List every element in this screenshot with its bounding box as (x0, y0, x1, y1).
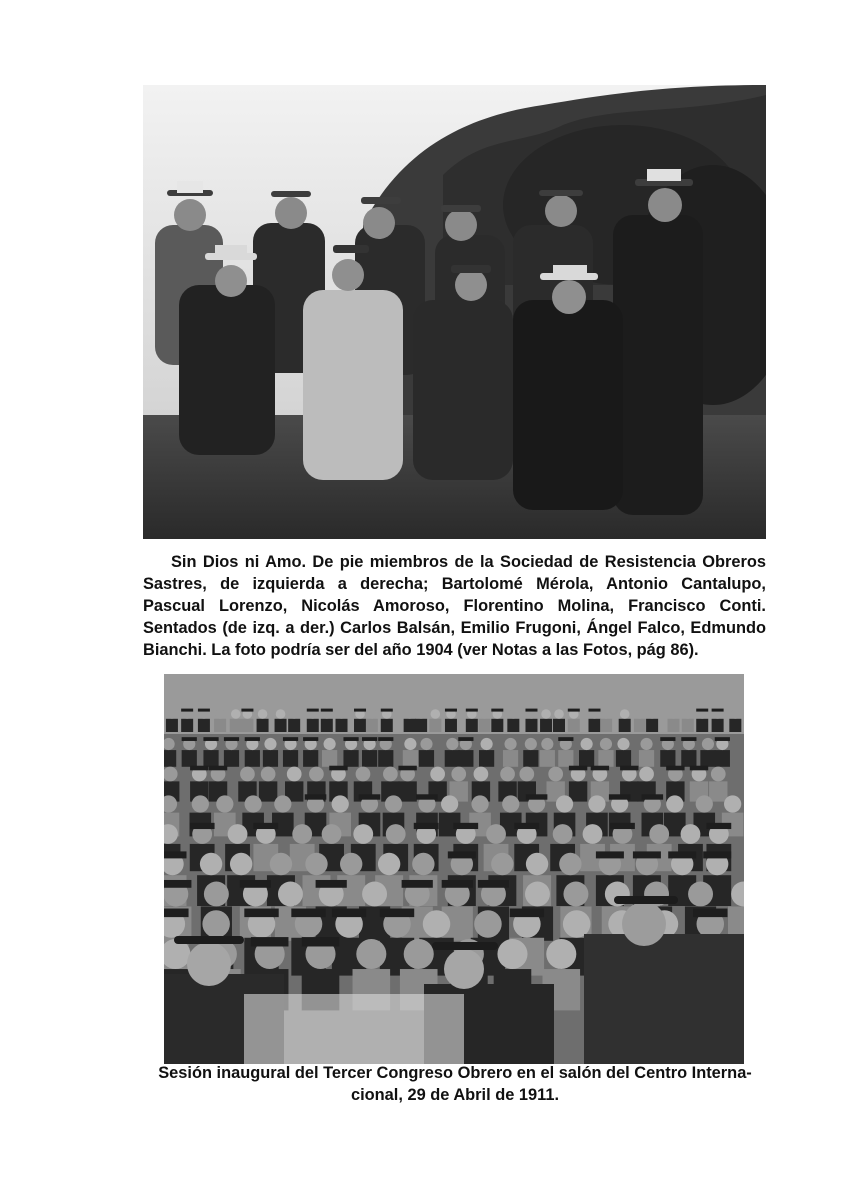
caption-line: Sesión inaugural del Tercer Congreso Obrero en el salón del Centro Interna- (158, 1064, 752, 1082)
caption-line: Sentados (de izq. a der.) Carlos Balsán, Emilio Frugoni, Ángel Falco, Edmundo (143, 619, 766, 637)
caption-line: Pascual Lorenzo, Nicolás Amoroso, Florentino Molina, Francisco Conti. (143, 597, 766, 615)
caption-line: Bianchi. La foto podría ser del año 1904 (ver Notas a las Fotos, pág 86). (143, 641, 699, 659)
group-portrait-image (143, 85, 766, 539)
congress-session-photo (164, 674, 744, 1064)
group-portrait-caption (143, 551, 766, 661)
caption-line: cional, 29 de Abril de 1911. (350, 1086, 559, 1104)
congress-session-image (164, 674, 744, 1064)
caption-line: Sin Dios ni Amo. De pie miembros de la Sociedad de Resistencia Obreros (171, 553, 766, 571)
congress-session-caption (100, 1062, 810, 1106)
caption-line: Sastres, de izquierda a derecha; Bartolomé Mérola, Antonio Cantalupo, (143, 575, 766, 593)
group-portrait-photo (143, 85, 766, 539)
